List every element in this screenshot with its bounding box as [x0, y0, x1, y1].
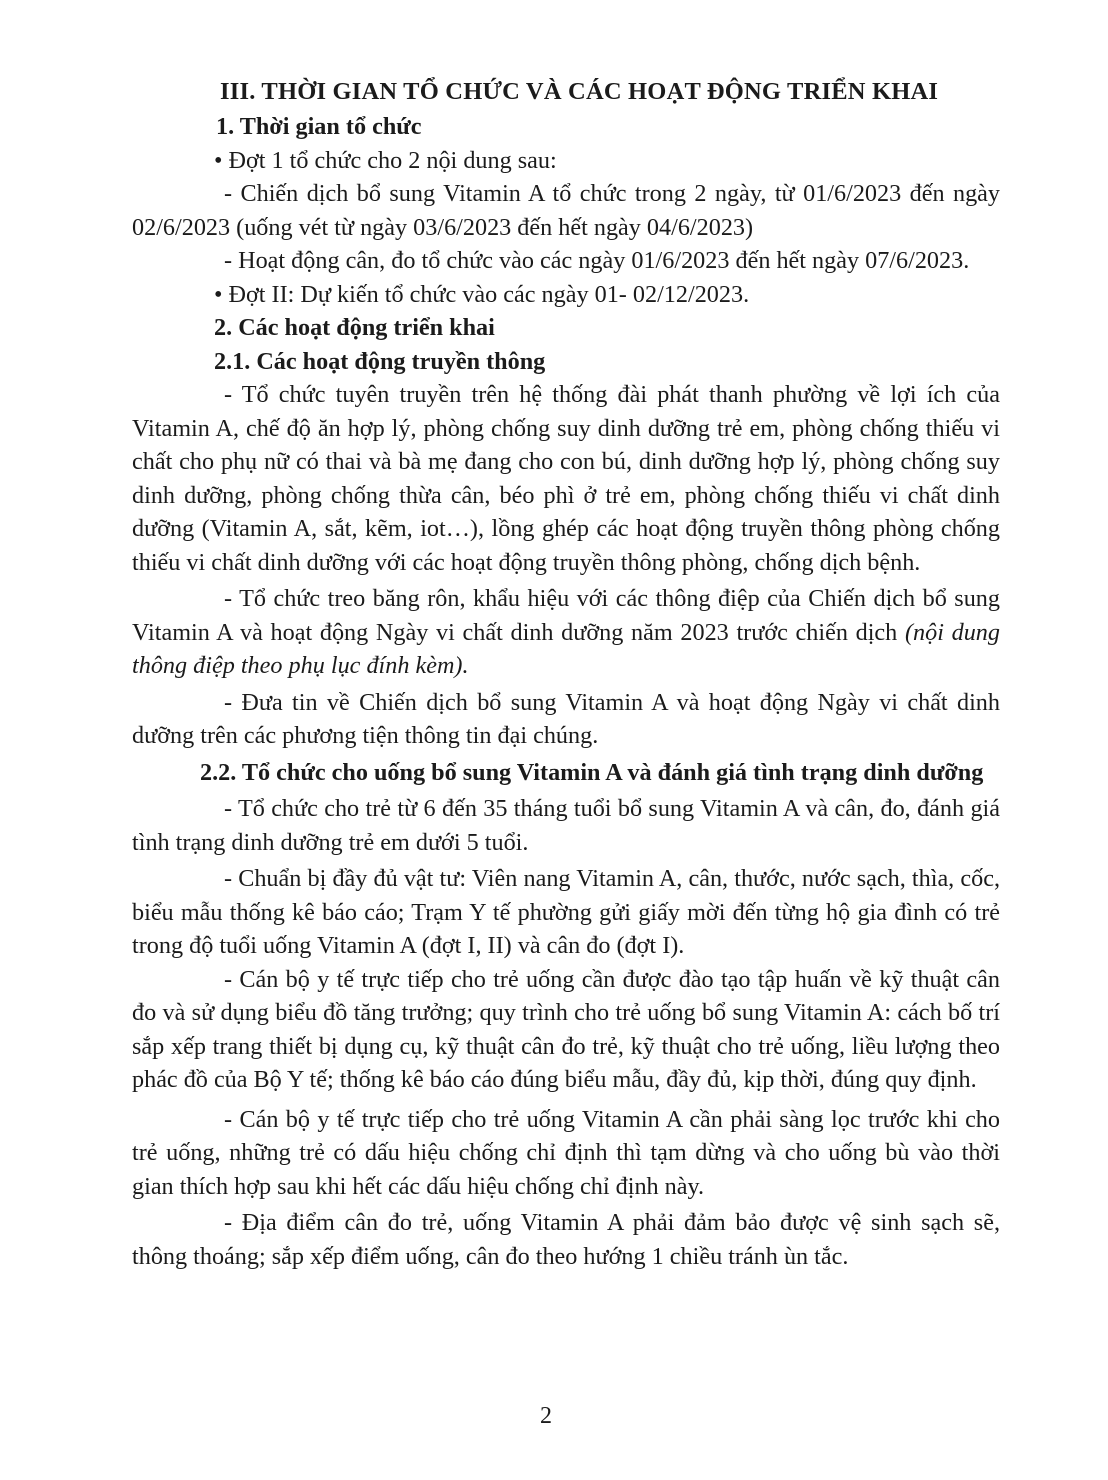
- paragraph: [132, 582, 1000, 683]
- paragraph: - Tổ chức tuyên truyền trên hệ thống đài phát thanh phường về lợi ích của Vitamin A, chế độ ăn hợp lý, phòng chống suy dinh dưỡng trẻ em, phòng chống thiếu vi chất cho phụ nữ có thai và bà mẹ đang cho con bú, dinh dưỡng hợp lý, phòng chống suy dinh dưỡng, phòng chống thừa cân, béo phì ở trẻ em, phòng chống thiếu vi chất dinh dưỡng (Vitamin A, sắt, kẽm, iot…), lồng ghép các hoạt động truyền thông phòng chống thiếu vi chất dinh dưỡng với các hoạt động truyền thông phòng, chống dịch bệnh.: [132, 381, 1000, 576]
- paragraph: - Cán bộ y tế trực tiếp cho trẻ uống Vitamin A cần phải sàng lọc trước khi cho trẻ uống, những trẻ có dấu hiệu chống chỉ định thì tạm dừng và cho uống bù vào thời gian thích hợp sau khi hết các dấu hiệu chống chỉ định này.: [132, 1105, 1000, 1200]
- paragraph: - Chuẩn bị đầy đủ vật tư: Viên nang Vitamin A, cân, thước, nước sạch, thìa, cốc, biểu mẫu thống kê báo cáo; Trạm Y tế phường gửi giấy mời đến từng hộ gia đình có trẻ trong độ tuổi uống Vitamin A (đợt I, II) và cân đo (đợt I).: [132, 865, 1000, 959]
- heading-activities: 2. Các hoạt động triển khai: [214, 314, 495, 341]
- document-body: [132, 74, 1000, 1273]
- heading-time: 1. Thời gian tổ chức: [216, 113, 422, 140]
- heading-vitamin-a: 2.2. Tổ chức cho uống bổ sung Vitamin A và đánh giá tình trạng dinh dưỡng: [200, 758, 984, 786]
- paragraph: - Hoạt động cân, đo tổ chức vào các ngày 01/6/2023 đến hết ngày 07/6/2023.: [224, 247, 970, 274]
- paragraph: - Đưa tin về Chiến dịch bổ sung Vitamin A và hoạt động Ngày vi chất dinh dưỡng trên các phương tiện thông tin đại chúng.: [132, 688, 1000, 749]
- paragraph: - Địa điểm cân đo trẻ, uống Vitamin A phải đảm bảo được vệ sinh sạch sẽ, thông thoáng; sắp xếp điểm uống, cân đo theo hướng 1 chiều tránh ùn tắc.: [132, 1209, 1000, 1270]
- paragraph: • Đợt 1 tổ chức cho 2 nội dung sau:: [214, 146, 557, 174]
- paragraph-text: - Tổ chức treo băng rôn, khẩu hiệu với các thông điệp của Chiến dịch bổ sung Vitamin A và hoạt động Ngày vi chất dinh dưỡng năm 2023 trước chiến dịch: [132, 585, 1000, 646]
- paragraph: • Đợt II: Dự kiến tổ chức vào các ngày 01- 02/12/2023.: [214, 280, 750, 308]
- paragraph-italic: (nội dung thông điệp theo phụ lục đính kèm).: [132, 618, 1000, 679]
- paragraph: - Tổ chức cho trẻ từ 6 đến 35 tháng tuổi bổ sung Vitamin A và cân, đo, đánh giá tình trạng dinh dưỡng trẻ em dưới 5 tuổi.: [132, 795, 1000, 856]
- heading-communication: 2.1. Các hoạt động truyền thông: [214, 347, 546, 375]
- page-number: 2: [540, 1403, 552, 1429]
- paragraph: - Chiến dịch bổ sung Vitamin A tổ chức trong 2 ngày, từ 01/6/2023 đến ngày 02/6/2023 (uống vét từ ngày 03/6/2023 đến hết ngày 04/6/2023): [132, 180, 1000, 241]
- paragraph: - Cán bộ y tế trực tiếp cho trẻ uống cần được đào tạo tập huấn về kỹ thuật cân đo và sử dụng biểu đồ tăng trưởng; quy trình cho trẻ uống bổ sung Vitamin A: cách bố trí sắp xếp trang thiết bị dụng cụ, kỹ thuật cân đo trẻ, kỹ thuật cho trẻ uống, liều lượng theo phác đồ của Bộ Y tế; thống kê báo cáo đúng biểu mẫu, đầy đủ, kịp thời, đúng quy định.: [132, 965, 1000, 1093]
- section-title: III. THỜI GIAN TỔ CHỨC VÀ CÁC HOẠT ĐỘNG TRIỂN KHAI: [220, 78, 939, 105]
